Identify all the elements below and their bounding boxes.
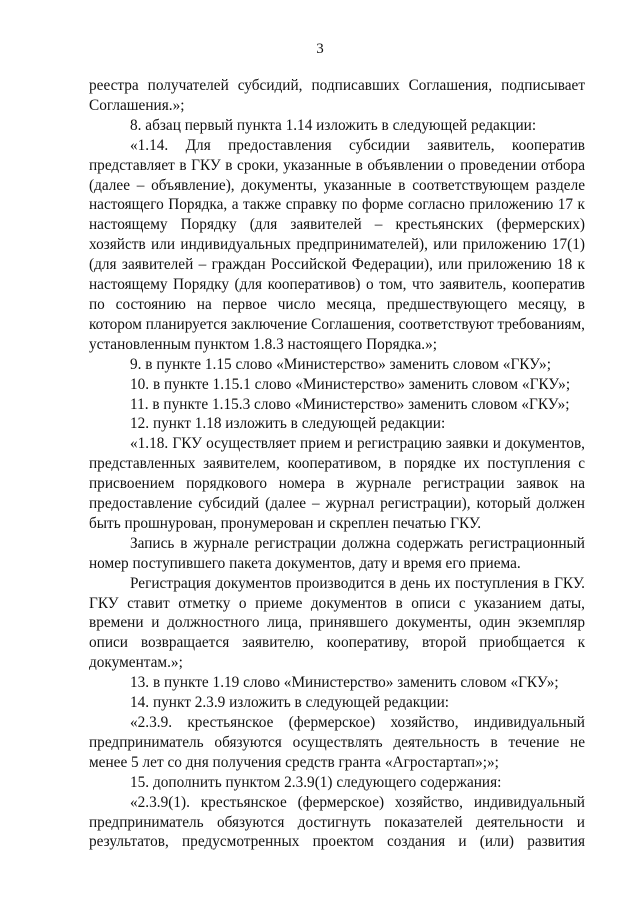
document-body [89,76,585,852]
paragraph: 8. абзац первый пункта 1.14 изложить в следующей редакции: [130,116,537,134]
paragraph: Регистрация документов производится в день их поступления в ГКУ. ГКУ ставит отметку о приеме документов в описи с указанием даты, времени и должностного лица, принявшего документы, один экземпляр описи возвращается заявителю, кооперативу, второй приобщается к документам.»; [89,574,585,672]
paragraph: 9. в пункте 1.15 слово «Министерство» заменить словом «ГКУ»; [130,355,551,373]
paragraph: «2.3.9. крестьянское (фермерское) хозяйство, индивидуальный предприниматель обязуются осуществлять деятельность в течение не менее 5 лет со дня получения средств гранта «Агростартап»;»; [89,714,585,771]
paragraph: 14. пункт 2.3.9 изложить в следующей редакции: [130,694,450,712]
paragraph: «2.3.9(1). крестьянское (фермерское) хозяйство, индивидуальный предприниматель обязуются достигнуть показателей деятельности и результатов, предусмотренных проектом создания и (или) развития [89,793,585,851]
paragraph: 13. в пункте 1.19 слово «Министерство» заменить словом «ГКУ»; [130,674,559,692]
paragraph: «1.18. ГКУ осуществляет прием и регистрацию заявки и документов, представленных заявителем, кооперативом, в порядке их поступления с присвоением порядкового номера в журнале регистрации заявок на предоставление субсидий (далее – журнал регистрации), который должен быть прошнурован, пронумерован и скреплен печатью ГКУ. [89,435,585,532]
page-number: 3 [316,41,324,57]
paragraph: 12. пункт 1.18 изложить в следующей редакции: [130,415,446,433]
paragraph: реестра получателей субсидий, подписавших Соглашения, подписывает Соглашения.»; [89,77,585,114]
paragraph: 10. в пункте 1.15.1 слово «Министерство» заменить словом «ГКУ»; [130,375,571,393]
paragraph: 11. в пункте 1.15.3 слово «Министерство» заменить словом «ГКУ»; [130,395,570,413]
paragraph: «1.14. Для предоставления субсидии заявитель, кооператив представляет в ГКУ в сроки, указанные в объявлении о проведении отбора (далее – объявление), документы, указанные в соответствующем разделе настоящего Порядка, а также справку по форме согласно приложению 17 к настоящему Порядку (для заявителей – крестьянских (фермерских) хозяйств или индивидуальных предпринимателей), или приложению 17(1) (для заявителей – граждан Российской Федерации), или приложению 18 к настоящему Порядку (для кооперативов) о том, что заявитель, кооператив по состоянию на первое число месяца, предшествующего месяцу, в котором планируется заключение Соглашения, соответствуют требованиям, установленным пунктом 1.8.3 настоящего Порядка.»; [89,136,585,353]
paragraph: Запись в журнале регистрации должна содержать регистрационный номер поступившего пакета документов, дату и время его приема. [89,534,585,572]
paragraph: 15. дополнить пунктом 2.3.9(1) следующего содержания: [130,773,502,791]
